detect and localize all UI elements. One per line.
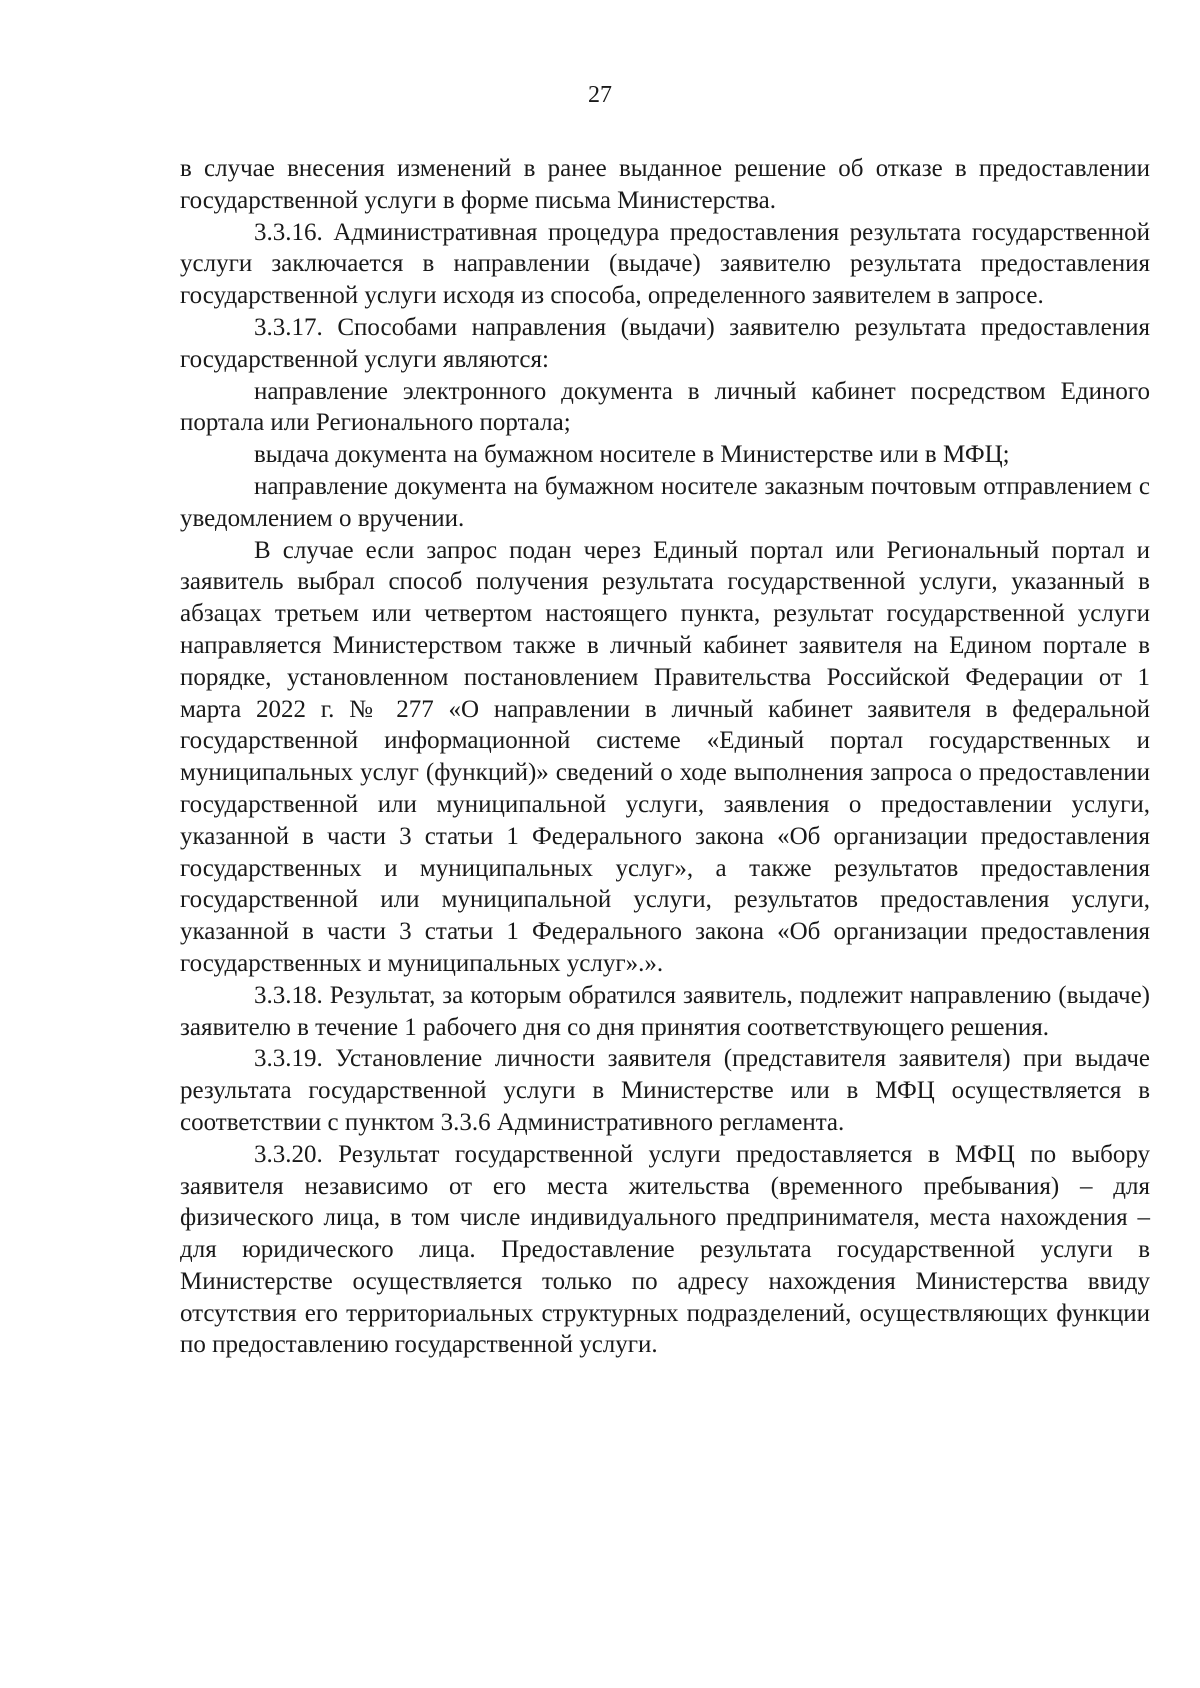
paragraph-3-3-18: 3.3.18. Результат, за которым обратился заявитель, подлежит направлению (выдаче) заявителю в течение 1 рабочего дня со дня принятия соответствующего решения. [180, 981, 1150, 1041]
page-number: 27 [588, 82, 612, 108]
document-body [180, 153, 1150, 1361]
list-item-registered-mail: направление документа на бумажном носителе заказным почтовым отправлением с уведомлением о вручении. [180, 472, 1150, 532]
paragraph-3-3-20: 3.3.20. Результат государственной услуги предоставляется в МФЦ по выбору заявителя независимо от его места жительства (временного пребывания) – для физического лица, в том числе индивидуального предпринимателя, места нахождения – для юридического лица. Предоставление результата государственной услуги в Министерстве осуществляется только по адресу нахождения Министерства ввиду отсутствия его территориальных структурных подразделений, осуществляющих функции по предоставлению государственной услуги. [180, 1140, 1150, 1359]
list-item-electronic-document: направление электронного документа в личный кабинет посредством Единого портала или Регионального портала; [180, 377, 1150, 437]
paragraph-unified-portal-case: В случае если запрос подан через Единый портал или Региональный портал и заявитель выбрал способ получения результата государственной услуги, указанный в абзацах третьем или четвертом настоящего пункта, результат государственной услуги направляется Министерством также в личный кабинет заявителя на Едином портале в порядке, установленном постановлением Правительства Российской Федерации от 1 марта 2022 г. № 277 «О направлении в личный кабинет заявителя в федеральной государственной информационной системе «Единый портал государственных и муниципальных услуг (функций)» сведений о ходе выполнения запроса о предоставлении государственной или муниципальной услуги, заявления о предоставлении услуги, указанной в части 3 статьи 1 Федерального закона «Об организации предоставления государственных и муниципальных услуг», а также результатов предоставления государственной или муниципальной услуги, результатов предоставления услуги, указанной в части 3 статьи 1 Федерального закона «Об организации предоставления государственных и муниципальных услуг».». [180, 536, 1150, 977]
paragraph-3-3-19: 3.3.19. Установление личности заявителя (представителя заявителя) при выдаче результата государственной услуги в Министерстве или в МФЦ осуществляется в соответствии с пунктом 3.3.6 Административного регламента. [180, 1045, 1150, 1136]
list-item-paper-document-issue: выдача документа на бумажном носителе в Министерстве или в МФЦ; [254, 441, 1010, 469]
paragraph-continuation: в случае внесения изменений в ранее выданное решение об отказе в предоставлении государственной услуги в форме письма Министерства. [180, 155, 1150, 214]
paragraph-3-3-16: 3.3.16. Административная процедура предоставления результата государственной услуги заключается в направлении (выдаче) заявителю результата предоставления государственной услуги исходя из способа, определенного заявителем в запросе. [180, 218, 1150, 310]
paragraph-3-3-17: 3.3.17. Способами направления (выдачи) заявителю результата предоставления государственной услуги являются: [180, 313, 1150, 373]
